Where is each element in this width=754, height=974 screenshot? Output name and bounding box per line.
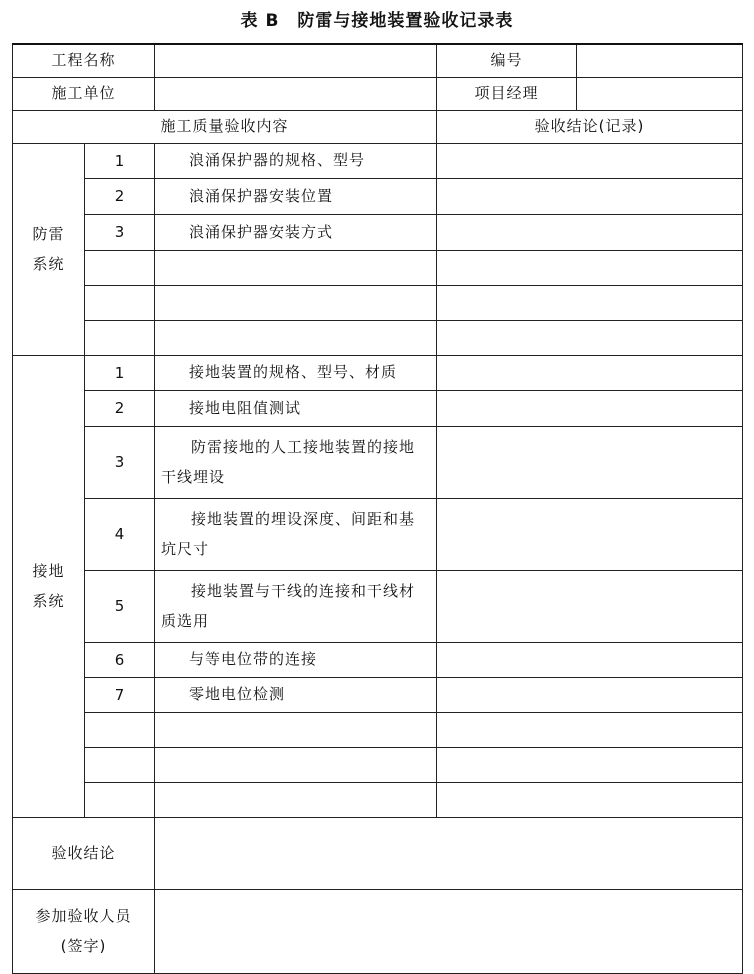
participants-row: [13, 889, 743, 973]
result-field[interactable]: [437, 178, 743, 214]
content-column-header: 施工质量验收内容: [13, 110, 437, 143]
table-row: [13, 390, 743, 426]
result-field[interactable]: [437, 320, 743, 355]
page-title: 表 B 防雷与接地装置验收记录表: [240, 11, 514, 31]
result-field[interactable]: [437, 498, 743, 570]
item-number: 3: [85, 426, 155, 498]
item-text: 接地装置的埋设深度、间距和基坑尺寸: [155, 498, 437, 570]
blank-text-cell[interactable]: [155, 712, 437, 747]
project-manager-field[interactable]: [577, 77, 743, 110]
project-name-field[interactable]: [155, 44, 437, 77]
result-field[interactable]: [437, 285, 743, 320]
result-field[interactable]: [437, 143, 743, 178]
table-row: [13, 426, 743, 498]
blank-text-cell[interactable]: [155, 747, 437, 782]
blank-row: [13, 747, 743, 782]
participants-signature-field[interactable]: [155, 889, 743, 973]
item-number: 4: [85, 498, 155, 570]
table-row: [13, 677, 743, 712]
item-text: 接地电阻值测试: [155, 390, 437, 426]
item-text: 防雷接地的人工接地装置的接地干线埋设: [155, 426, 437, 498]
construction-unit-field[interactable]: [155, 77, 437, 110]
number-field[interactable]: [577, 44, 743, 77]
result-field[interactable]: [437, 712, 743, 747]
blank-number-cell[interactable]: [85, 320, 155, 355]
blank-row: [13, 782, 743, 817]
project-name-row: [13, 44, 743, 77]
conclusion-field[interactable]: [155, 817, 743, 889]
item-text: 与等电位带的连接: [155, 642, 437, 677]
result-field[interactable]: [437, 570, 743, 642]
result-field[interactable]: [437, 355, 743, 390]
result-field[interactable]: [437, 747, 743, 782]
project-manager-label: 项目经理: [437, 77, 577, 110]
blank-text-cell[interactable]: [155, 250, 437, 285]
table-row: [13, 143, 743, 178]
result-field[interactable]: [437, 426, 743, 498]
result-field[interactable]: [437, 677, 743, 712]
construction-unit-row: [13, 77, 743, 110]
blank-row: [13, 320, 743, 355]
blank-text-cell[interactable]: [155, 782, 437, 817]
blank-row: [13, 285, 743, 320]
project-name-label: 工程名称: [13, 44, 155, 77]
item-number: 1: [85, 143, 155, 178]
blank-number-cell[interactable]: [85, 747, 155, 782]
table-row: [13, 642, 743, 677]
item-text: 接地装置与干线的连接和干线材质选用: [155, 570, 437, 642]
item-number: 3: [85, 214, 155, 250]
conclusion-label: 验收结论: [13, 817, 155, 889]
result-column-header: 验收结论(记录): [437, 110, 743, 143]
item-number: 5: [85, 570, 155, 642]
participants-label: 参加验收人员 (签字): [13, 889, 155, 973]
blank-row: [13, 712, 743, 747]
item-text: 浪涌保护器的规格、型号: [155, 143, 437, 178]
result-field[interactable]: [437, 214, 743, 250]
item-text: 零地电位检测: [155, 677, 437, 712]
item-text: 浪涌保护器安装位置: [155, 178, 437, 214]
blank-number-cell[interactable]: [85, 712, 155, 747]
result-field[interactable]: [437, 250, 743, 285]
blank-number-cell[interactable]: [85, 782, 155, 817]
result-field[interactable]: [437, 782, 743, 817]
construction-unit-label: 施工单位: [13, 77, 155, 110]
grounding-group-label: 接地 系统: [13, 355, 85, 817]
item-text: 浪涌保护器安装方式: [155, 214, 437, 250]
table-row: [13, 498, 743, 570]
conclusion-row: [13, 817, 743, 889]
lightning-group-label: 防雷 系统: [13, 143, 85, 355]
item-number: 7: [85, 677, 155, 712]
item-number: 1: [85, 355, 155, 390]
result-field[interactable]: [437, 390, 743, 426]
acceptance-record-table: [12, 43, 743, 974]
number-label: 编号: [437, 44, 577, 77]
item-text: 接地装置的规格、型号、材质: [155, 355, 437, 390]
table-row: [13, 570, 743, 642]
item-number: 2: [85, 390, 155, 426]
blank-text-cell[interactable]: [155, 285, 437, 320]
item-number: 6: [85, 642, 155, 677]
blank-number-cell[interactable]: [85, 250, 155, 285]
result-field[interactable]: [437, 642, 743, 677]
item-number: 2: [85, 178, 155, 214]
table-row: [13, 355, 743, 390]
blank-number-cell[interactable]: [85, 285, 155, 320]
table-row: [13, 214, 743, 250]
blank-row: [13, 250, 743, 285]
blank-text-cell[interactable]: [155, 320, 437, 355]
table-row: [13, 178, 743, 214]
column-header-row: [13, 110, 743, 143]
